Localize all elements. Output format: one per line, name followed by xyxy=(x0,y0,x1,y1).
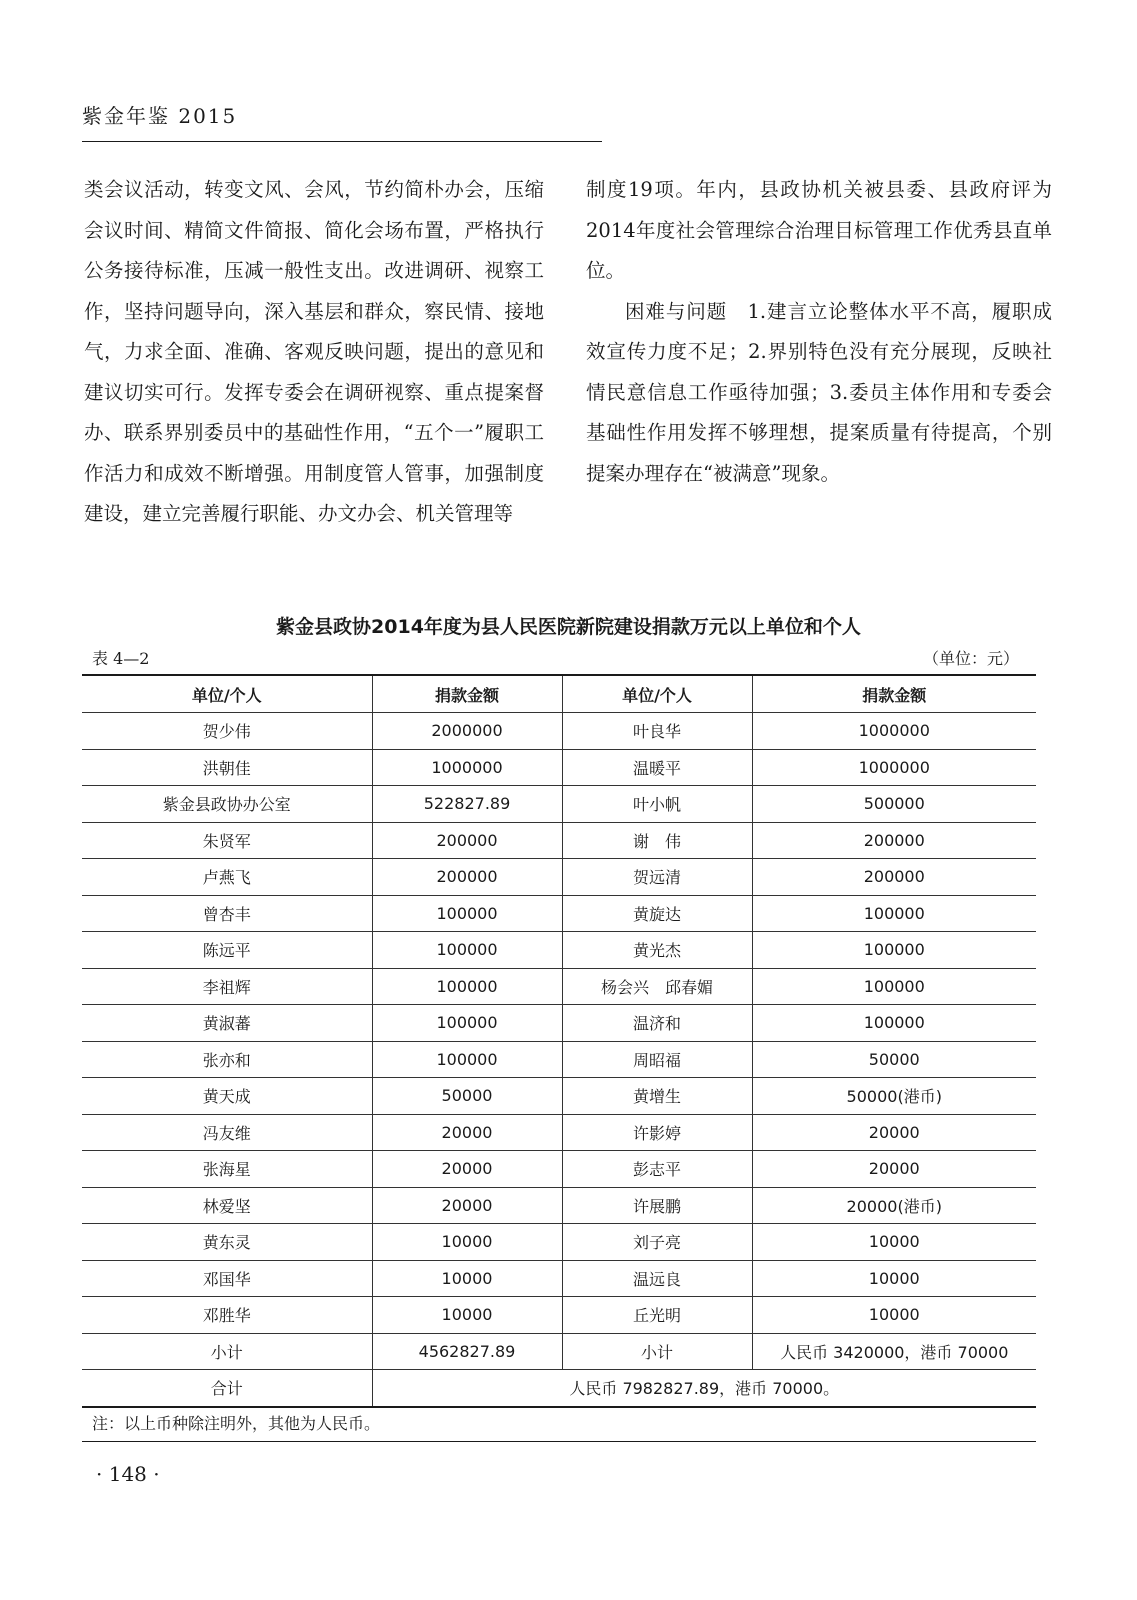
amount-cell: 2000000 xyxy=(372,713,562,750)
table-row xyxy=(82,859,1036,896)
section-text: 1.建言立论整体水平不高，履职成效宣传力度不足；2.界别特色没有充分展现，反映社情民意信息工作亟待加强；3.委员主体作用和专委会基础性作用发挥不够理想，提案质量有待提高，个别提案办理存在“被满意”现象。 xyxy=(586,299,1052,485)
amount-cell: 50000 xyxy=(752,1041,1036,1078)
table-row xyxy=(82,895,1036,932)
table-row xyxy=(82,786,1036,823)
table-row xyxy=(82,1187,1036,1224)
donor-cell: 温暖平 xyxy=(562,749,752,786)
page-number: · 148 · xyxy=(96,1462,160,1486)
right-paragraph-1: 制度19项。年内，县政协机关被县委、县政府评为2014年度社会管理综合治理目标管理工作优秀县直单位。 xyxy=(586,178,1052,282)
donor-cell: 张亦和 xyxy=(82,1041,372,1078)
table-row xyxy=(82,1297,1036,1334)
donor-cell: 紫金县政协办公室 xyxy=(82,786,372,823)
amount-cell: 500000 xyxy=(752,786,1036,823)
amount-cell: 10000 xyxy=(752,1224,1036,1261)
amount-cell: 100000 xyxy=(372,1041,562,1078)
table-unit: （单位：元） xyxy=(922,649,1019,668)
donor-cell: 叶小帆 xyxy=(562,786,752,823)
amount-cell: 20000 xyxy=(752,1114,1036,1151)
donor-cell: 黄东灵 xyxy=(82,1224,372,1261)
table-row xyxy=(82,822,1036,859)
amount-cell: 100000 xyxy=(372,1005,562,1042)
table-note: 注：以上币种除注明外，其他为人民币。 xyxy=(92,1414,381,1433)
amount-cell: 20000(港币) xyxy=(752,1187,1036,1224)
table-row xyxy=(82,713,1036,750)
note-rule xyxy=(82,1441,1036,1442)
amount-cell: 200000 xyxy=(372,859,562,896)
column-header: 单位/个人 xyxy=(562,675,752,713)
amount-cell: 10000 xyxy=(372,1260,562,1297)
donor-cell: 李祖辉 xyxy=(82,968,372,1005)
donor-cell: 黄淑蕃 xyxy=(82,1005,372,1042)
left-column xyxy=(84,170,544,535)
right-column xyxy=(586,170,1052,494)
amount-cell: 100000 xyxy=(372,895,562,932)
amount-cell: 1000000 xyxy=(372,749,562,786)
donor-cell: 谢 伟 xyxy=(562,822,752,859)
amount-cell: 522827.89 xyxy=(372,786,562,823)
donor-cell: 冯友维 xyxy=(82,1114,372,1151)
amount-cell: 20000 xyxy=(372,1187,562,1224)
amount-cell: 200000 xyxy=(372,822,562,859)
amount-cell: 1000000 xyxy=(752,749,1036,786)
amount-cell: 100000 xyxy=(372,932,562,969)
table-row xyxy=(82,1078,1036,1115)
donor-cell: 彭志平 xyxy=(562,1151,752,1188)
donor-cell: 张海星 xyxy=(82,1151,372,1188)
donor-cell: 许影婷 xyxy=(562,1114,752,1151)
amount-cell: 50000 xyxy=(372,1078,562,1115)
column-header: 单位/个人 xyxy=(82,675,372,713)
donor-cell: 林爱坚 xyxy=(82,1187,372,1224)
donor-cell: 邓胜华 xyxy=(82,1297,372,1334)
amount-cell: 10000 xyxy=(372,1224,562,1261)
donor-cell: 周昭福 xyxy=(562,1041,752,1078)
table-row xyxy=(82,749,1036,786)
table-row xyxy=(82,968,1036,1005)
donor-cell: 贺少伟 xyxy=(82,713,372,750)
amount-cell: 100000 xyxy=(752,895,1036,932)
donor-cell: 黄增生 xyxy=(562,1078,752,1115)
subtotal-label: 小计 xyxy=(82,1333,372,1370)
donor-cell: 朱贤军 xyxy=(82,822,372,859)
table-row xyxy=(82,1005,1036,1042)
subtotal-row xyxy=(82,1333,1036,1370)
subtotal-value: 4562827.89 xyxy=(372,1333,562,1370)
donor-cell: 曾杏丰 xyxy=(82,895,372,932)
amount-cell: 200000 xyxy=(752,859,1036,896)
column-header: 捐款金额 xyxy=(372,675,562,713)
amount-cell: 100000 xyxy=(372,968,562,1005)
total-value: 人民币 7982827.89，港币 70000。 xyxy=(372,1370,1036,1407)
amount-cell: 100000 xyxy=(752,932,1036,969)
table-row xyxy=(82,1151,1036,1188)
donor-cell: 刘子亮 xyxy=(562,1224,752,1261)
total-label: 合计 xyxy=(82,1370,372,1407)
donor-cell: 杨会兴 邱春媚 xyxy=(562,968,752,1005)
donor-cell: 许展鹏 xyxy=(562,1187,752,1224)
donor-cell: 丘光明 xyxy=(562,1297,752,1334)
amount-cell: 10000 xyxy=(752,1260,1036,1297)
table-number: 表 4—2 xyxy=(92,649,150,668)
donor-cell: 洪朝佳 xyxy=(82,749,372,786)
donor-cell: 温济和 xyxy=(562,1005,752,1042)
donor-cell: 黄旋达 xyxy=(562,895,752,932)
table-row xyxy=(82,1114,1036,1151)
amount-cell: 10000 xyxy=(372,1297,562,1334)
amount-cell: 10000 xyxy=(752,1297,1036,1334)
table-row xyxy=(82,1041,1036,1078)
amount-cell: 20000 xyxy=(752,1151,1036,1188)
donor-cell: 邓国华 xyxy=(82,1260,372,1297)
table-row xyxy=(82,1224,1036,1261)
left-column-paragraph: 类会议活动，转变文风、会风，节约简朴办会，压缩会议时间、精简文件简报、简化会场布置，严格执行公务接待标准，压减一般性支出。改进调研、视察工作，坚持问题导向，深入基层和群众，察民情、接地气，力求全面、准确、客观反映问题，提出的意见和建议切实可行。发挥专委会在调研视察、重点提案督办、联系界别委员中的基础性作用，“五个一”履职工作活力和成效不断增强。用制度管人管事，加强制度建设，建立完善履行职能、办文办会、机关管理等 xyxy=(84,178,544,525)
donor-cell: 黄光杰 xyxy=(562,932,752,969)
table-title: 紫金县政协2014年度为县人民医院新院建设捐款万元以上单位和个人 xyxy=(276,616,861,638)
donor-cell: 陈远平 xyxy=(82,932,372,969)
amount-cell: 20000 xyxy=(372,1151,562,1188)
header-rule xyxy=(82,141,602,142)
donor-cell: 卢燕飞 xyxy=(82,859,372,896)
amount-cell: 100000 xyxy=(752,968,1036,1005)
donation-table xyxy=(82,674,1036,1408)
section-lead: 困难与问题 xyxy=(625,299,728,323)
subtotal-label: 小计 xyxy=(562,1333,752,1370)
donor-cell: 黄天成 xyxy=(82,1078,372,1115)
table-row xyxy=(82,932,1036,969)
donor-cell: 叶良华 xyxy=(562,713,752,750)
table-header-row xyxy=(82,675,1036,713)
column-header: 捐款金额 xyxy=(752,675,1036,713)
amount-cell: 200000 xyxy=(752,822,1036,859)
right-paragraph-2 xyxy=(586,292,1052,495)
donor-cell: 贺远清 xyxy=(562,859,752,896)
subtotal-value: 人民币 3420000，港币 70000 xyxy=(752,1333,1036,1370)
amount-cell: 20000 xyxy=(372,1114,562,1151)
amount-cell: 100000 xyxy=(752,1005,1036,1042)
table-row xyxy=(82,1260,1036,1297)
amount-cell: 50000(港币) xyxy=(752,1078,1036,1115)
amount-cell: 1000000 xyxy=(752,713,1036,750)
donor-cell: 温远良 xyxy=(562,1260,752,1297)
table-body xyxy=(82,713,1036,1407)
running-header: 紫金年鉴 2015 xyxy=(82,104,238,128)
total-row xyxy=(82,1370,1036,1407)
